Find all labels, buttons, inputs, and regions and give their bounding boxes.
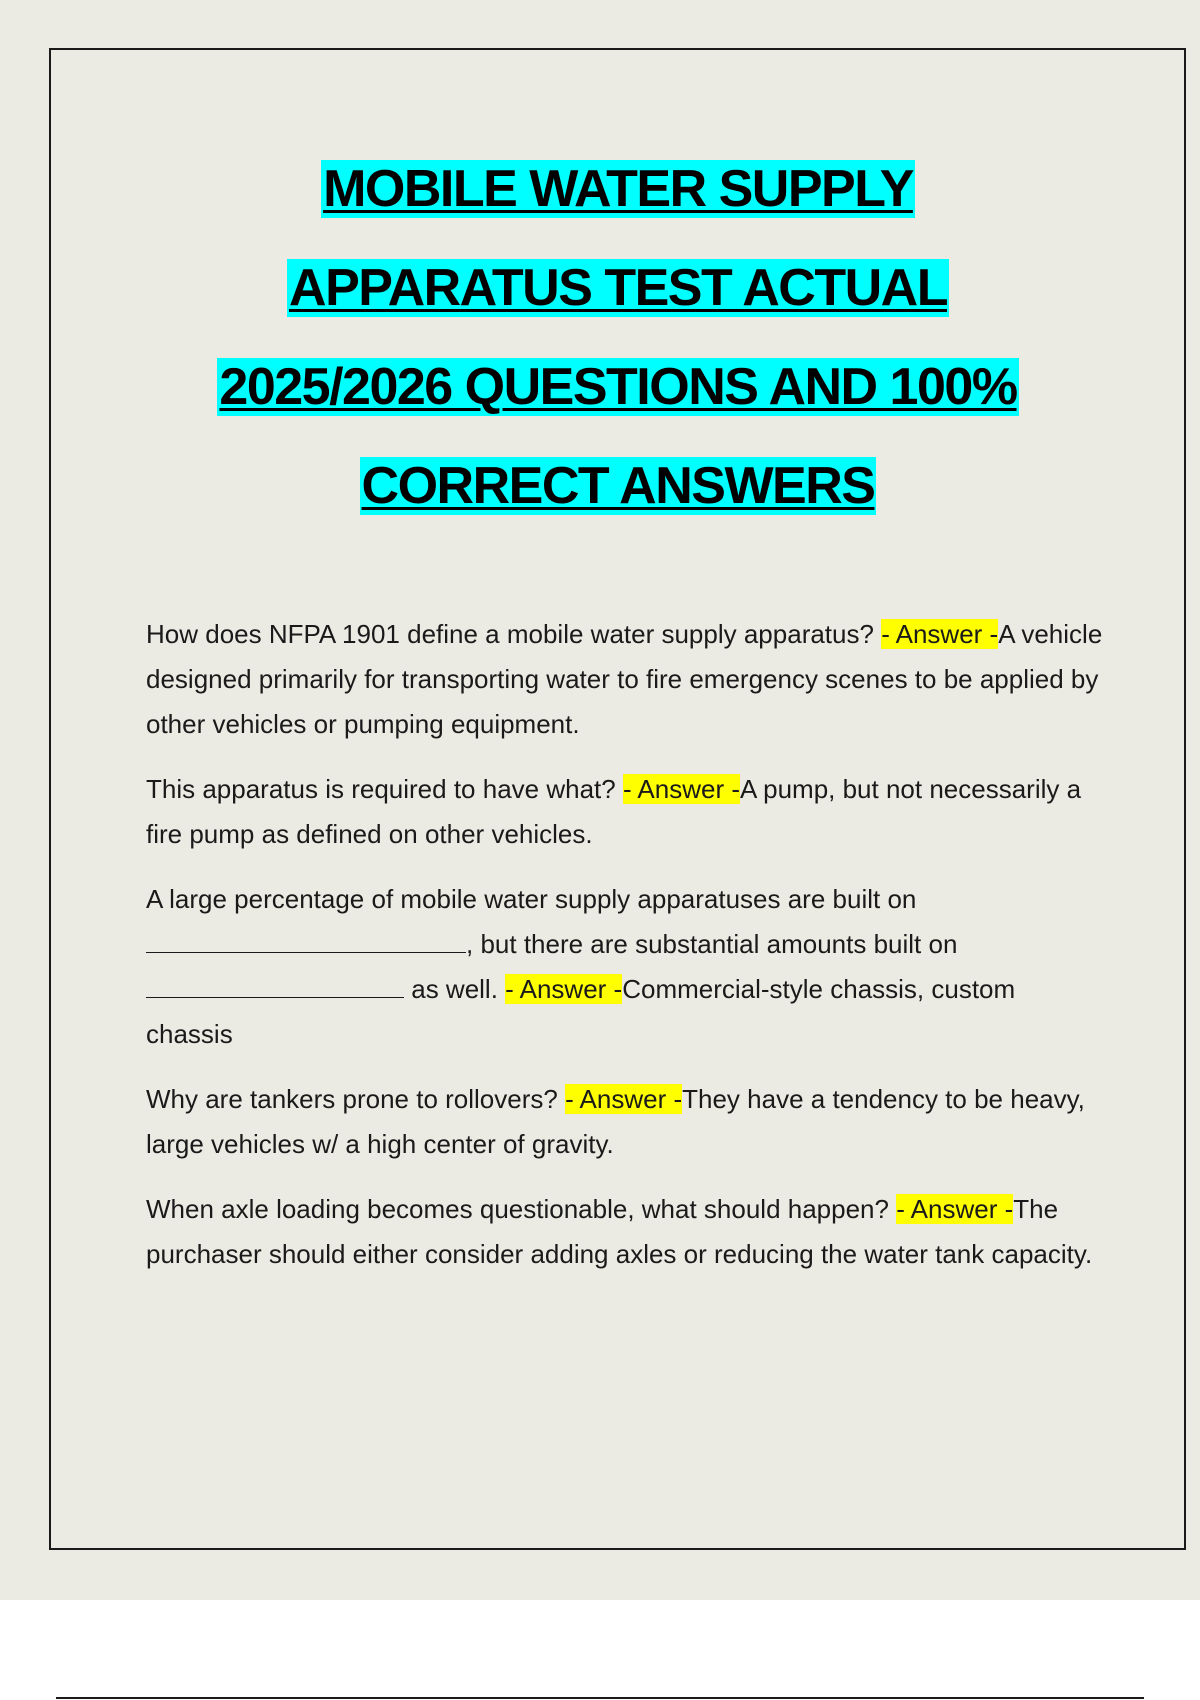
answer-text: The purchaser should either consider adding axles or reducing the water tank capacity. [146,1194,1093,1269]
fill-in-blank-2 [146,975,404,998]
title-line-4: CORRECT ANSWERS [361,457,875,515]
title-line-1: MOBILE WATER SUPPLY [323,160,913,218]
qa-item-1 [146,612,1106,747]
question-text-part-1: A large percentage of mobile water supply apparatuses are built on [146,884,917,914]
qa-item-3 [146,877,1106,1057]
answer-marker: - Answer - [565,1084,683,1114]
title-line-2: APPARATUS TEST ACTUAL [289,259,947,317]
question-text: How does NFPA 1901 define a mobile water supply apparatus? [146,619,874,649]
answer-marker: - Answer - [622,774,740,804]
qa-item-5 [146,1187,1106,1277]
answer-text: They have a tendency to be heavy, large vehicles w/ a high center of gravity. [146,1084,1085,1159]
question-text: This apparatus is required to have what? [146,774,616,804]
qa-item-2 [146,767,1106,857]
answer-text: A pump, but not necessarily a fire pump as defined on other vehicles. [146,774,1082,849]
page-bottom-rule [56,1697,1144,1699]
answer-text: A vehicle designed primarily for transporting water to fire emergency scenes to be applied by other vehicles or pumping equipment. [146,619,1103,739]
document-title [60,140,1176,536]
fill-in-blank-1 [146,930,466,953]
qa-list [146,612,1106,1297]
question-text-part-2: , but there are substantial amounts built on [466,929,958,959]
answer-text: Commercial-style chassis, custom chassis [146,974,1016,1049]
question-text-part-3: as well. [411,974,498,1004]
title-line-3: 2025/2026 QUESTIONS AND 100% [219,358,1017,416]
answer-marker: - Answer - [881,619,999,649]
question-text: When axle loading becomes questionable, what should happen? [146,1194,889,1224]
question-text: Why are tankers prone to rollovers? [146,1084,558,1114]
answer-marker: - Answer - [896,1194,1014,1224]
answer-marker: - Answer - [505,974,623,1004]
qa-item-4 [146,1077,1106,1167]
